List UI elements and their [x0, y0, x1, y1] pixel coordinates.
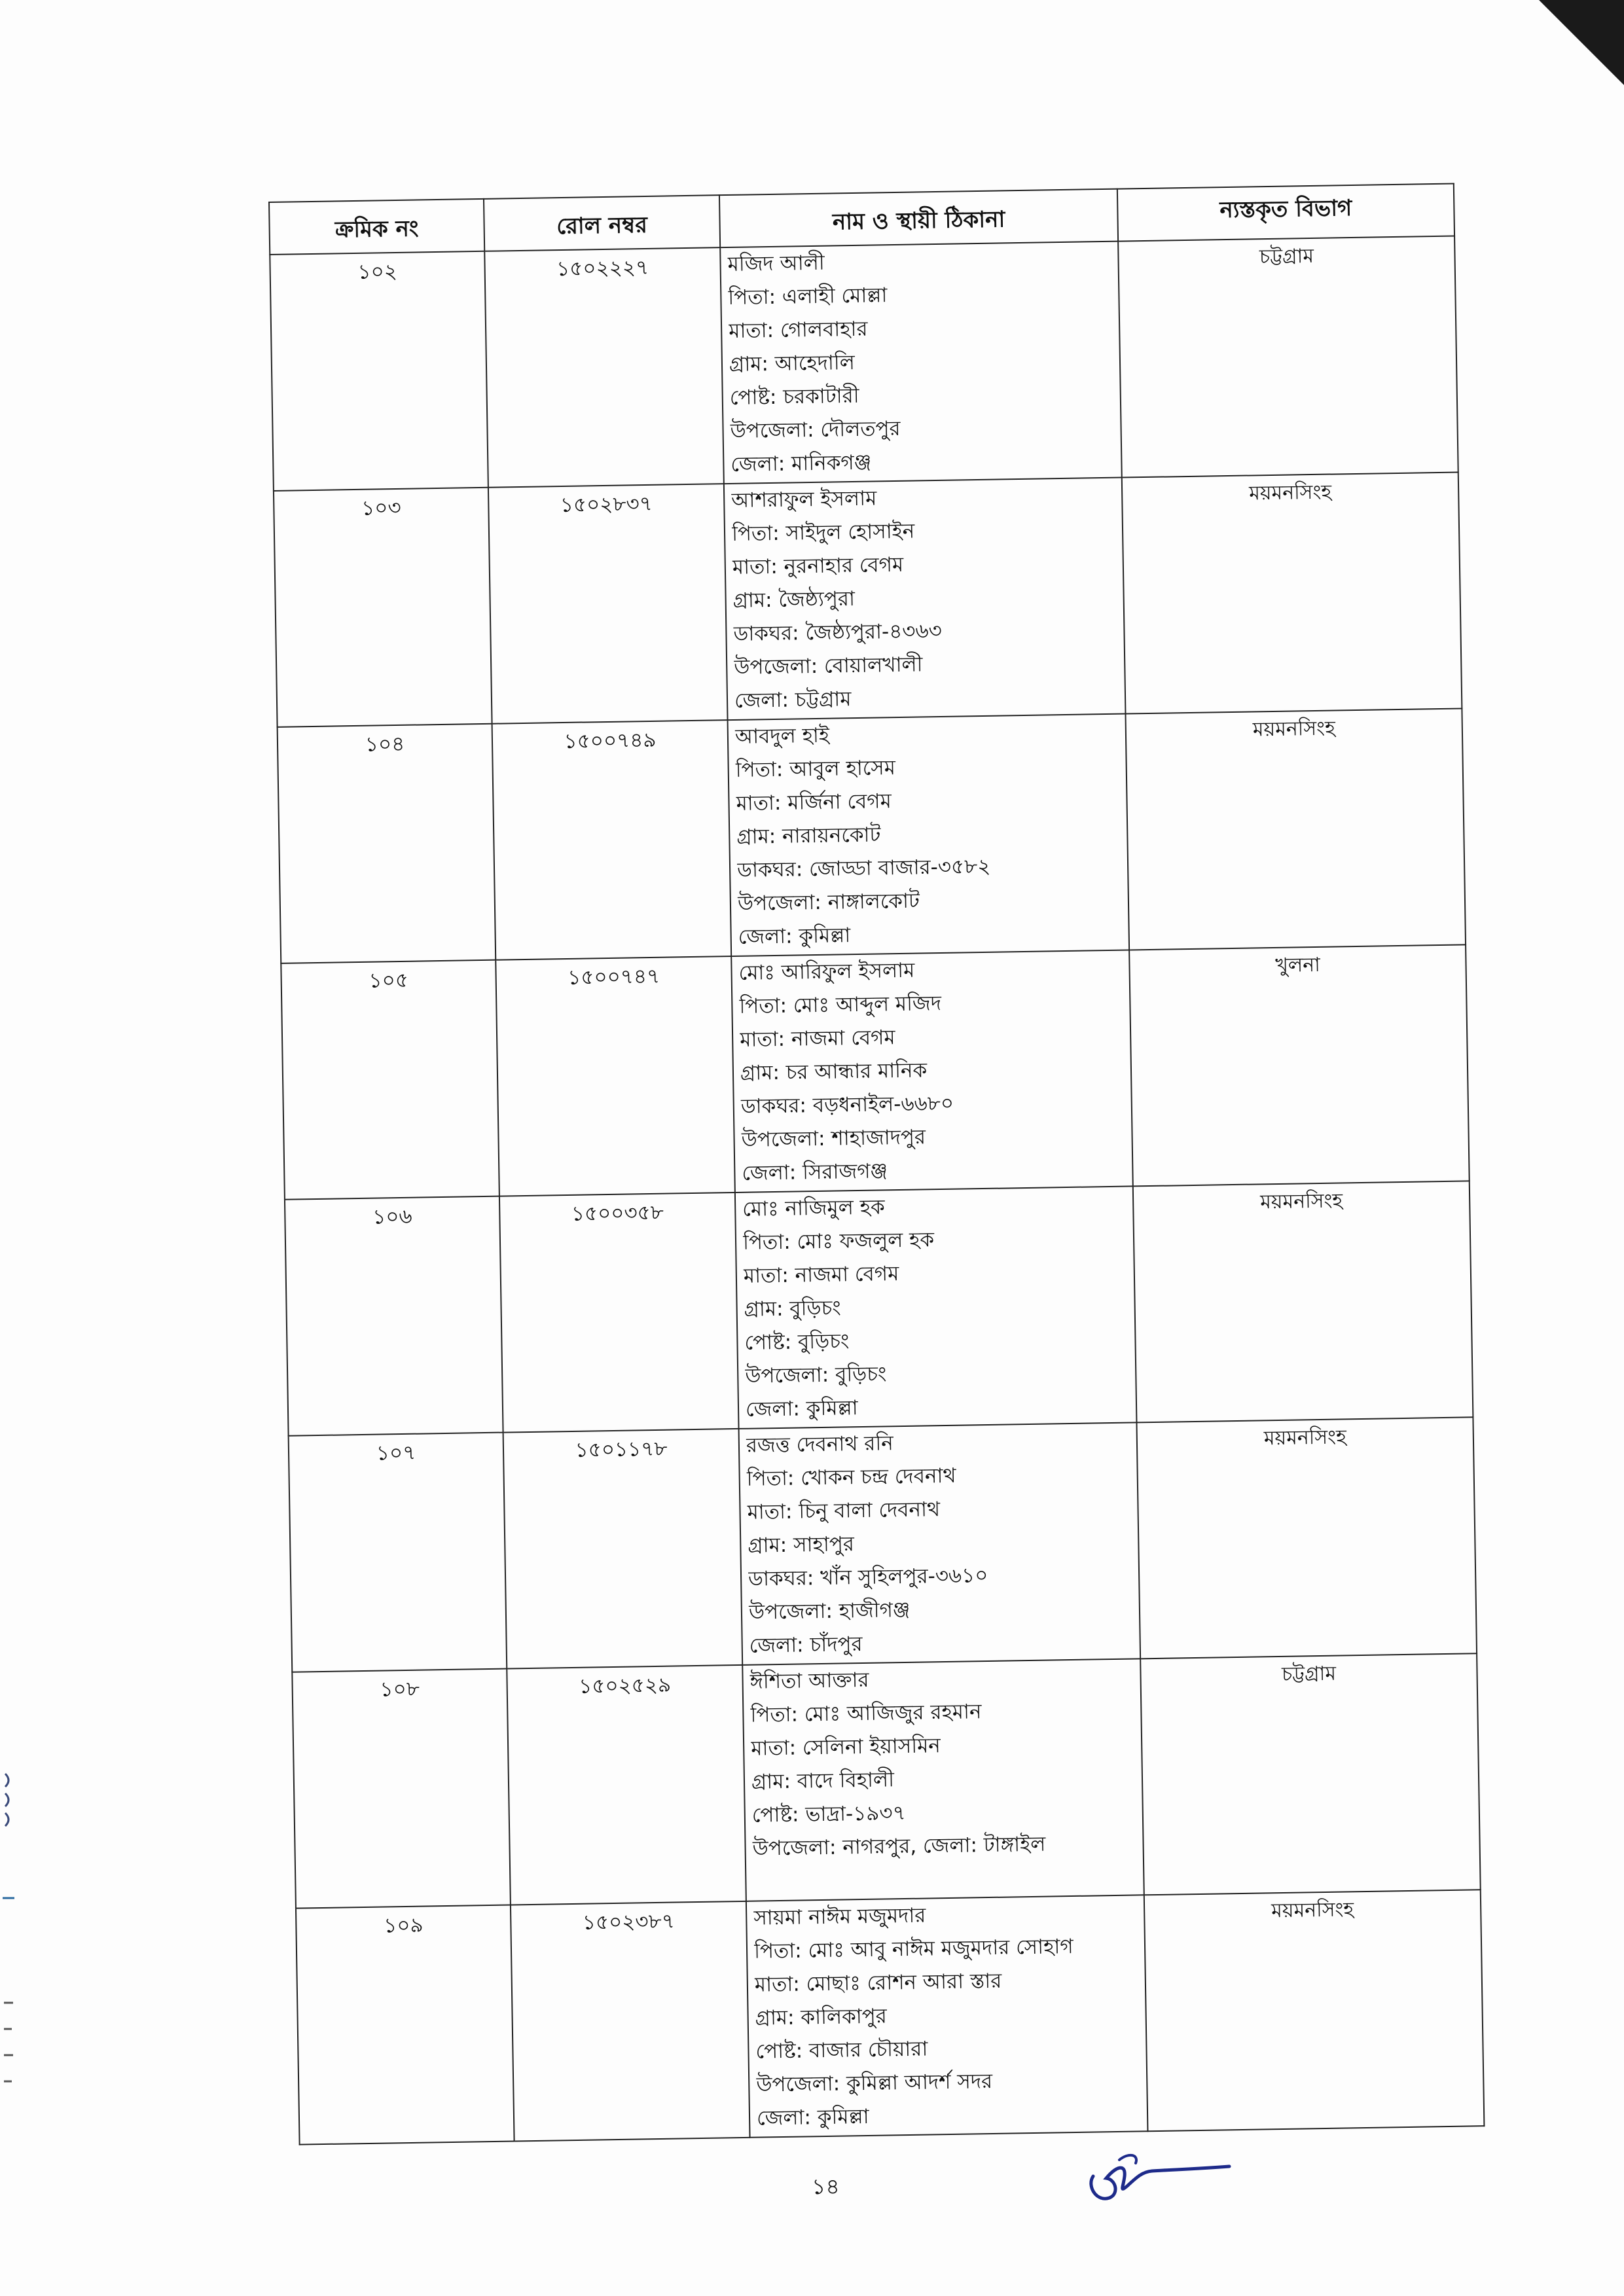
address-line: উপজেলা: শাহাজাদপুর [741, 1125, 926, 1152]
address-line: পিতা: মোঃ আবু নাঈম মজুমদার সোহাগ [753, 1935, 1074, 1964]
address-line: গ্রাম: চর আন্ধার মানিক [740, 1058, 928, 1085]
address-line: রজত্ত দেবনাথ রনি [746, 1431, 893, 1458]
address-line: জেলা: কুমিল্লা [738, 924, 851, 949]
roll-cell: ১৫০০৭৪৭ [496, 956, 735, 1196]
roll-cell: ১৫০১১৭৮ [503, 1429, 743, 1669]
serial-cell: ১০৫ [281, 960, 499, 1200]
address-line: ডাকঘর: বড়ধনাইল-৬৬৮০ [740, 1091, 954, 1119]
address-line: পিতা: সাইদুল হোসাইন [731, 519, 915, 546]
page-number: ১৪ [812, 2174, 840, 2199]
margin-scan-marks [0, 1505, 20, 2291]
header-serial: ক্রমিক নং [269, 199, 484, 255]
address-line: মাতা: গোলবাহার [728, 317, 868, 343]
division-cell: চট্টগ্রাম [1140, 1653, 1481, 1895]
serial-cell: ১০৭ [289, 1433, 507, 1672]
address-line: মাতা: নাজমা বেগম [743, 1262, 899, 1288]
address-line: পিতা: আবুল হাসেম [735, 756, 896, 782]
assignment-table [268, 183, 1485, 2145]
address-line: গ্রাম: বাদে বিহালী [751, 1768, 895, 1794]
table-row [270, 236, 1458, 491]
address-line: আশরাফুল ইসলাম [731, 486, 877, 512]
address-line: মোঃ নাজিমুল হক [742, 1195, 885, 1221]
serial-cell: ১০৬ [285, 1196, 503, 1436]
address-line: মাতা: মর্জিনা বেগম [736, 789, 892, 816]
address-line: গ্রাম: নারায়নকোট [736, 823, 881, 849]
address-line: উপজেলা: বোয়ালখালী [733, 653, 923, 679]
address-line: জেলা: চট্টগ্রাম [734, 687, 852, 713]
name-address-cell [746, 1895, 1148, 2138]
address-line: গ্রাম: আহেদালি [729, 350, 856, 376]
serial-cell: ১০২ [270, 251, 488, 491]
address-line: ডাকঘর: খাঁন সুহিলপুর-৩৬১০ [748, 1563, 988, 1591]
address-line: মাতা: সেলিনা ইয়াসমিন [750, 1734, 941, 1761]
address-line: পিতা: খোকন চন্দ্র দেবনাথ [746, 1463, 956, 1491]
address-line: সায়মা নাঈম মজুমদার [753, 1903, 926, 1930]
address-line: উপজেলা: হাজীগঞ্জ [748, 1598, 911, 1624]
division-cell: চট্টগ্রাম [1118, 236, 1458, 478]
address-line: জেলা: কুমিল্লা [756, 2104, 869, 2130]
name-address-cell [739, 1422, 1141, 1665]
table-body [270, 236, 1484, 2145]
roll-cell: ১৫০২৫২৯ [507, 1665, 746, 1905]
serial-cell: ১০৮ [292, 1669, 511, 1909]
name-address-cell [742, 1659, 1144, 1901]
address-line: গ্রাম: সাহাপুর [748, 1532, 855, 1558]
name-address-cell [731, 950, 1133, 1193]
address-line: পিতা: মোঃ আজিজুর রহমান [750, 1700, 982, 1727]
table-row [285, 1181, 1473, 1435]
address-line: পিতা: এলাহী মোল্লা [728, 283, 888, 310]
address-line: মাতা: মোছাঃ রোশন আরা স্তার [754, 1969, 1002, 1997]
table-row [278, 708, 1466, 963]
serial-cell: ১০৩ [274, 488, 492, 727]
division-cell: ময়মনসিংহ [1133, 1181, 1473, 1422]
signature-icon [1080, 2140, 1237, 2219]
address-line: ঈশিতা আক্তার [749, 1668, 869, 1694]
division-cell: ময়মনসিংহ [1144, 1890, 1485, 2131]
address-line: জেলা: সিরাজগঞ্জ [742, 1159, 888, 1185]
name-address-cell [735, 1186, 1137, 1429]
roll-cell: ১৫০০৭৪৯ [492, 720, 732, 960]
address-line: পোষ্ট: বুড়িচং [744, 1329, 850, 1355]
address-line: উপজেলা: নাঙ্গালকোট [737, 889, 920, 916]
address-line: উপজেলা: নাগরপুর, জেলা: টাঙ্গাইল [752, 1832, 1046, 1861]
address-line: ডাকঘর: জৈষ্ঠ্যপুরা-৪৩৬৩ [733, 619, 943, 646]
name-address-cell [728, 714, 1130, 957]
address-line: ডাকঘর: জোড্ডা বাজার-৩৫৮২ [736, 854, 991, 882]
address-line: মজিদ আলী [727, 251, 825, 276]
address-line: উপজেলা: বুড়িচং [744, 1362, 887, 1388]
table-row [274, 472, 1462, 726]
address-line: মাতা: নুরনাহার বেগম [732, 552, 904, 579]
table-row [289, 1417, 1477, 1672]
address-line: মোঃ আরিফুল ইসলাম [738, 958, 915, 985]
address-line: জেলা: চাঁদপুর [749, 1632, 863, 1658]
address-line: উপজেলা: কুমিল্লা আদর্শ সদর [756, 2069, 993, 2097]
page-content [268, 183, 1483, 2145]
address-line: পোষ্ট: বাজার চৌয়ারা [755, 2037, 928, 2064]
table-row [292, 1653, 1480, 1908]
serial-cell: ১০৯ [296, 1905, 514, 2145]
address-line: গ্রাম: কালিকাপুর [755, 2004, 888, 2030]
roll-cell: ১৫০০৩৫৮ [499, 1193, 739, 1433]
address-line: উপজেলা: দৌলতপুর [730, 416, 901, 443]
address-line: গ্রাম: বুড়িচং [744, 1296, 842, 1321]
address-line: জেলা: মানিকগঞ্জ [731, 450, 872, 476]
address-line: পোষ্ট: ভাদ্রা-১৯৩৭ [751, 1801, 906, 1827]
address-line: গ্রাম: জৈষ্ঠ্যপুরা [732, 587, 856, 613]
division-cell: খুলনা [1129, 944, 1470, 1186]
serial-cell: ১০৪ [278, 724, 496, 963]
table-row [296, 1890, 1484, 2144]
header-name-address: নাম ও স্থায়ী ঠিকানা [719, 189, 1118, 248]
address-line: পিতা: মোঃ আব্দুল মজিদ [739, 992, 942, 1018]
roll-cell: ১৫০২৮৩৭ [488, 484, 728, 724]
name-address-cell [720, 242, 1122, 484]
address-line: আবদুল হাই [734, 723, 830, 749]
address-line: পোষ্ট: চরকাটারী [729, 384, 859, 410]
header-division: ন্যস্তকৃত বিভাগ [1117, 184, 1454, 242]
division-cell: ময়মনসিংহ [1122, 472, 1462, 713]
address-line: পিতা: মোঃ ফজলুল হক [742, 1228, 935, 1255]
division-cell: ময়মনসিংহ [1136, 1417, 1477, 1659]
roll-cell: ১৫০২৩৮৭ [511, 1901, 750, 2142]
address-line: জেলা: কুমিল্লা [745, 1396, 858, 1422]
table-row [281, 944, 1469, 1199]
roll-cell: ১৫০২২২৭ [484, 247, 724, 488]
division-cell: ময়মনসিংহ [1125, 708, 1466, 950]
name-address-cell [724, 478, 1126, 721]
scan-corner-shadow [1539, 0, 1624, 85]
address-line: মাতা: চিনু বালা দেবনাথ [747, 1498, 941, 1524]
header-roll: রোল নম্বর [484, 195, 720, 251]
address-line: মাতা: নাজমা বেগম [739, 1026, 895, 1052]
